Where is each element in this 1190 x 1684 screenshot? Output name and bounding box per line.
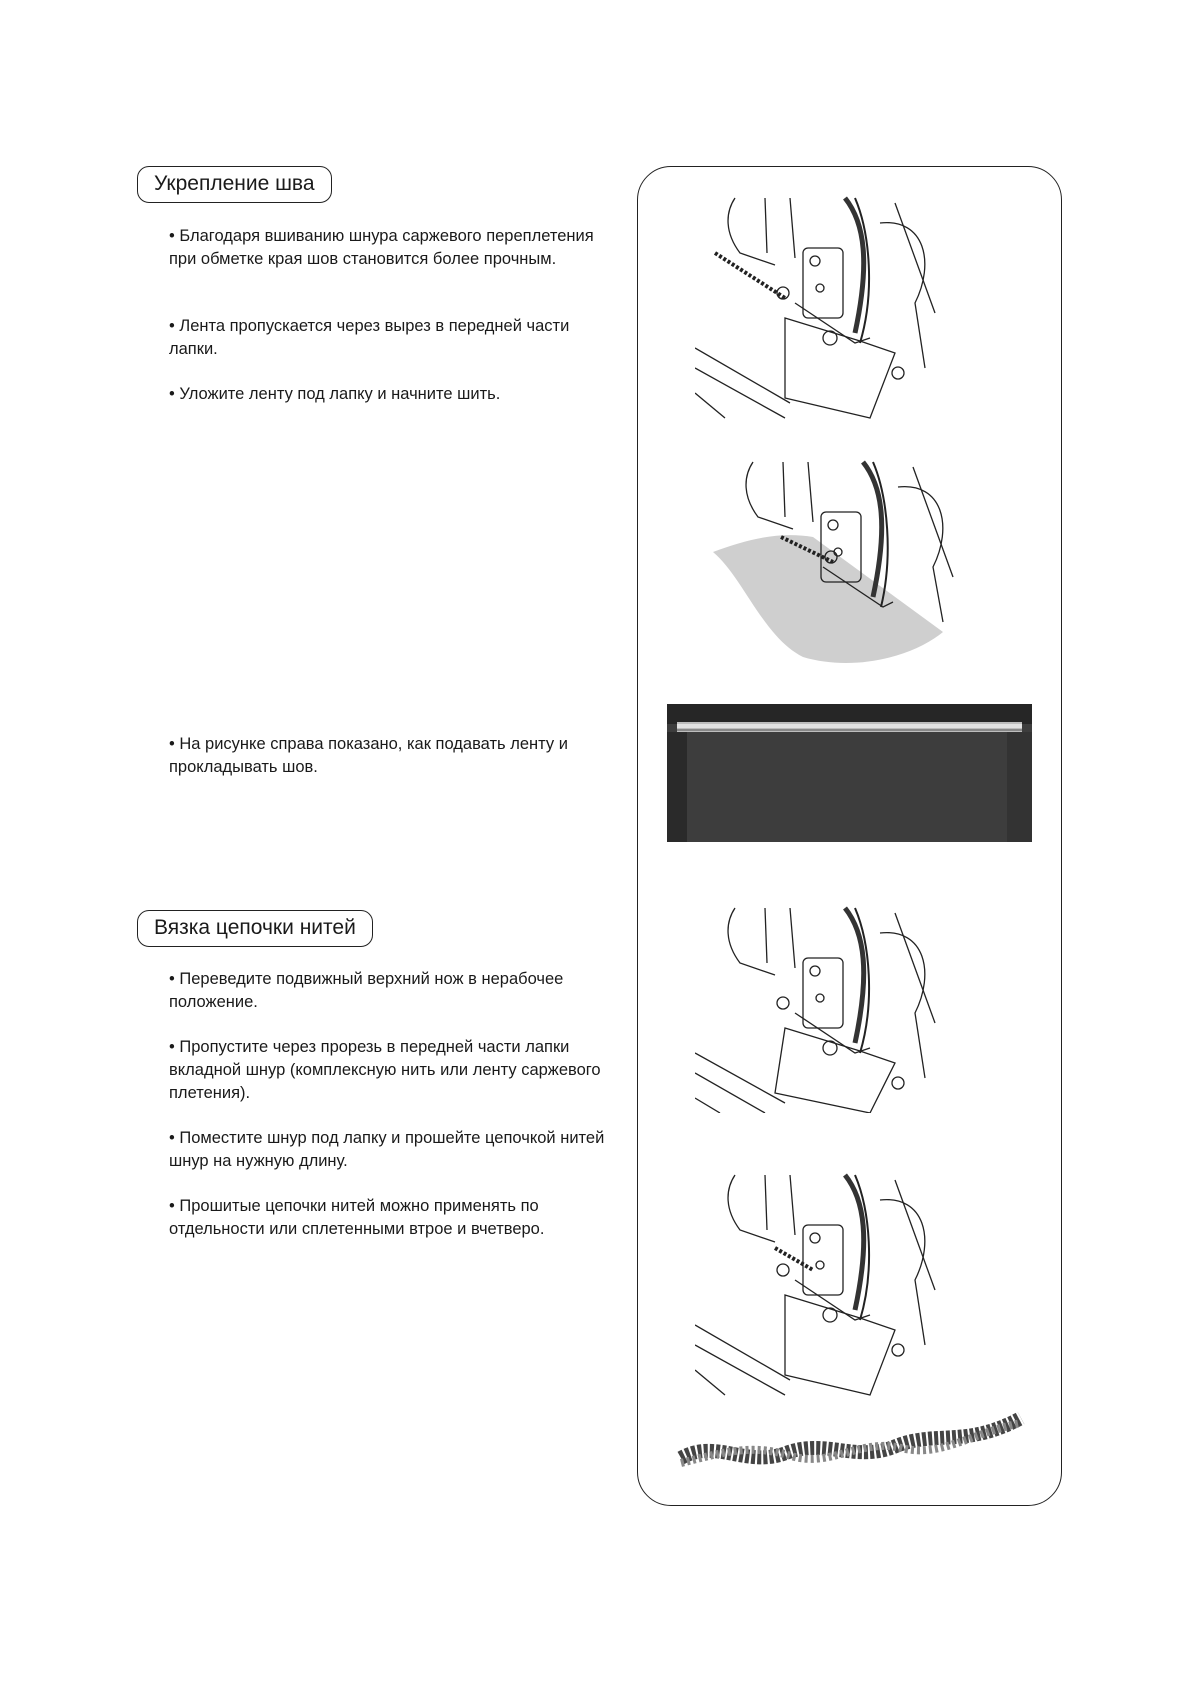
presser-foot-fabric-illustration <box>713 457 1013 667</box>
presser-foot-tape-illustration <box>695 193 995 423</box>
paragraph: • Пропустите через прорезь в передней части лапки вкладной шнур (комплексную нить или ленту саржевого плетения). <box>169 1038 601 1102</box>
paragraph: • Благодаря вшиванию шнура саржевого переплетения при обметке края шов становится более прочным. <box>169 227 594 268</box>
section-title-thread-chain: Вязка цепочки нитей <box>137 910 373 947</box>
paragraph: • На рисунке справа показано, как подавать ленту и прокладывать шов. <box>169 735 568 776</box>
seam-photo-image <box>667 704 1032 842</box>
presser-foot-cord-illustration <box>695 903 995 1113</box>
presser-foot-chain-illustration <box>695 1170 995 1400</box>
paragraph: • Прошитые цепочки нитей можно применять по отдельности или сплетенными втрое и вчетверо. <box>169 1197 545 1238</box>
paragraph: • Поместите шнур под лапку и прошейте цепочкой нитей шнур на нужную длину. <box>169 1129 605 1170</box>
braided-chain-illustration <box>676 1408 1026 1478</box>
paragraph: • Уложите ленту под лапку и начните шить. <box>169 385 501 403</box>
paragraph: • Лента пропускается через вырез в передней части лапки. <box>169 317 570 358</box>
reinforced-seam-photo <box>667 704 1032 842</box>
section-title-seam-reinforcement: Укрепление шва <box>137 166 332 203</box>
paragraph: • Переведите подвижный верхний нож в нерабочее положение. <box>169 970 564 1011</box>
